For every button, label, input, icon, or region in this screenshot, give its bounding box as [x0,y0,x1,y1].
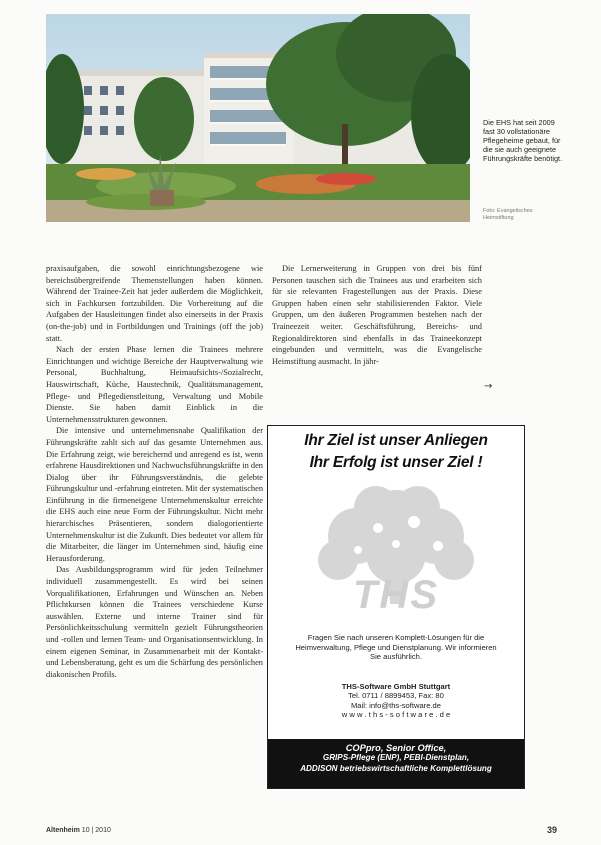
ad-description: Fragen Sie nach unseren Komplett-Lösungen für die Heimverwaltung, Pflege und Dienstplanung. Wir informieren Sie ausführlich. [295,633,497,662]
article-column-left [46,263,263,821]
footer-magazine [46,827,111,834]
page-number: 39 [547,825,558,835]
nursing-home-photo [46,14,470,222]
ad-products-bar [268,739,524,788]
company-name: THS-Software GmbH Stuttgart [341,682,451,691]
paragraph: Die intensive und unternehmensnahe Qualifikation der Führungskräfte zahlt sich auf das gesamte Unternehmen aus. Die Erfahrung zeigt, wie bereichernd und anregend es ist, wenn erfahrene Hausdirektionen und Nachwuchsführungskräfte in den Dialog über ihr Führungsverständnis, die gelebte Führungskultur und -erfahrung eintreten. Mit der systematischen Einführung in die firmeneigene Unternehmenskultur erreichte die EHS auch eine neue Form der Führungskultur. Nicht mehr hierarchisches Präsentieren, sondern dialogorientierte Unternehmenskultur ist die Zukunft. Dies bedeutet vor allem für die Mitarbeiter, die länger im Unternehmen sind, häufig eine Herausforderung. [46,426,263,563]
ths-logo-text: THS [353,573,439,617]
product-line: GRIPS-Pflege (ENP), PEBI-Dienstplan, [322,753,470,763]
photo-caption: Die EHS hat seit 2009 fast 30 vollstationäre Pflegeheime gebaut, für die sie auch geeignete Führungskräfte benötigt. [483,118,563,163]
product-line: COPpro, Senior Office, [345,743,447,753]
paragraph: praxisaufgaben, die sowohl einrichtungsbezogene wie bereichsübergreifende Themenstellungen haben können. Während der Trainee-Zeit hat jeder außerdem die Möglichkeit, sich in Fachkursen fortzubilden. Die Vorbereitung auf die Aufgaben der Hausleitungen findet also einerseits in der Praxis (on-the-job) und in Fortbildungen und Trainings (off the job) statt. [46,264,263,343]
website: w w w . t h s - s o f t w a r e . d e [341,710,451,720]
ad-headline: Ihr Ziel ist unser Anliegen [304,432,488,449]
email-address: Mail: info@ths-software.de [350,700,441,710]
continue-arrow-icon: → [484,381,493,392]
phone-fax: Tel. 0711 / 8899453, Fax: 80 [348,691,444,701]
ad-contact [308,682,484,720]
product-line: ADDISON betriebswirtschaftliche Komplettlösung [300,763,492,773]
ad-headline: Ihr Erfolg ist unser Ziel ! [309,454,483,471]
issue-number: 10 | 2010 [81,827,111,834]
paragraph: Die Lernerweiterung in Gruppen von drei bis fünf Personen tauschen sich die Trainees aus und erarbeiten sich für sie relevanten Fragestellungen aus der Praxis. Diese Gruppen haben einen sehr stabilisierenden Faktor. Viele Gruppen, um den äußeren Programmen bestehen nach der Traineezeit weiter. Geschäftsführung, Bereichs- und Regionaldirektoren sind ebenfalls in das Traineekonzept eingebunden und vermitteln, was die Evangelische Heimstiftung ausmacht. In jähr- [272,264,482,366]
ths-advertisement [267,425,525,789]
article-column-right [272,263,482,393]
paragraph: Das Ausbildungsprogramm wird für jeden Teilnehmer individuell zusammengestellt. Es wird bei seinen Vorqualifikationen, Erfahrungen und Wünschen an. Neben Pflichtkursen können die Trainees verschiedene Kurse auswählen. Externe und interne Trainer sind für Persönlichkeitsschulung vermitteln gezielt Führungstheorien und -rollen und lernen Team- und Organisationsentwicklung. In einem eigenen Seminar, in Zusammenarbeit mit der Kontakt- und Lebensberatung, geht es um die Schärfung des persönlichen diakonischen Profils. [46,565,263,679]
paragraph: Nach der ersten Phase lernen die Trainees mehrere Einrichtungen und wichtige Bereiche der Hauptverwaltung wie Personal, Buchhaltung, Heimaufsichts-/Sozialrecht, Hauswirtschaft, Küche, Haustechnik, Qualitätsmanagement, Pflege- und Pflegedienstleitung, Verwaltung und Mobile Dienste. Sie haben damit Einblick in die Unternehmensstrukturen gewonnen. [46,345,263,424]
photo-credit: Foto: Evangelisches Heimstiftung [483,208,533,221]
magazine-name: Altenheim [46,827,80,834]
